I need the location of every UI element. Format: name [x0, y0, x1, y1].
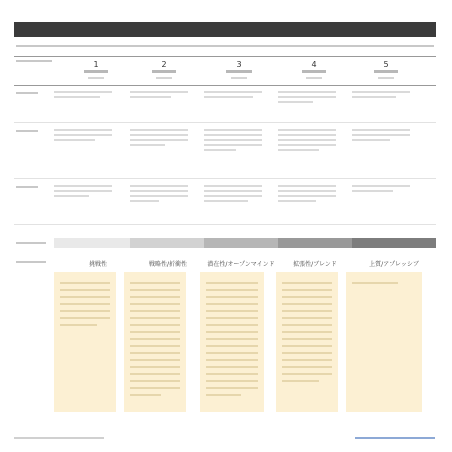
stage-number: 3 [236, 60, 242, 69]
table-row [14, 182, 436, 225]
description-box [276, 272, 338, 412]
capability-segment [130, 238, 204, 248]
capability-segment [54, 238, 130, 248]
intro-text [14, 42, 436, 50]
title-bar [14, 22, 436, 37]
stage-header [14, 56, 436, 86]
table-row [14, 88, 436, 123]
stage-number: 1 [93, 60, 99, 69]
stage-number: 4 [311, 60, 317, 69]
stage-number: 2 [161, 60, 167, 69]
stage-number: 5 [383, 60, 389, 69]
capability-segment [204, 238, 278, 248]
source-link[interactable] [355, 437, 435, 439]
types-band [14, 255, 436, 269]
description-box [124, 272, 186, 412]
capability-segment [352, 238, 436, 248]
description-box [346, 272, 422, 412]
table-row [14, 126, 436, 179]
description-box [200, 272, 264, 412]
type-name: 戦略性/折衝性 [148, 261, 188, 268]
page-title [20, 24, 22, 32]
type-name: 上質/アプレッシブ [369, 261, 419, 268]
capability-band [14, 238, 436, 248]
type-name: 挑戦性 [88, 261, 107, 268]
type-name: 潜在性/オープンマインド [207, 261, 275, 268]
source-note [14, 437, 104, 439]
type-name: 拡張性/ブレンド [293, 261, 337, 268]
description-box [54, 272, 116, 412]
capability-segment [278, 238, 352, 248]
